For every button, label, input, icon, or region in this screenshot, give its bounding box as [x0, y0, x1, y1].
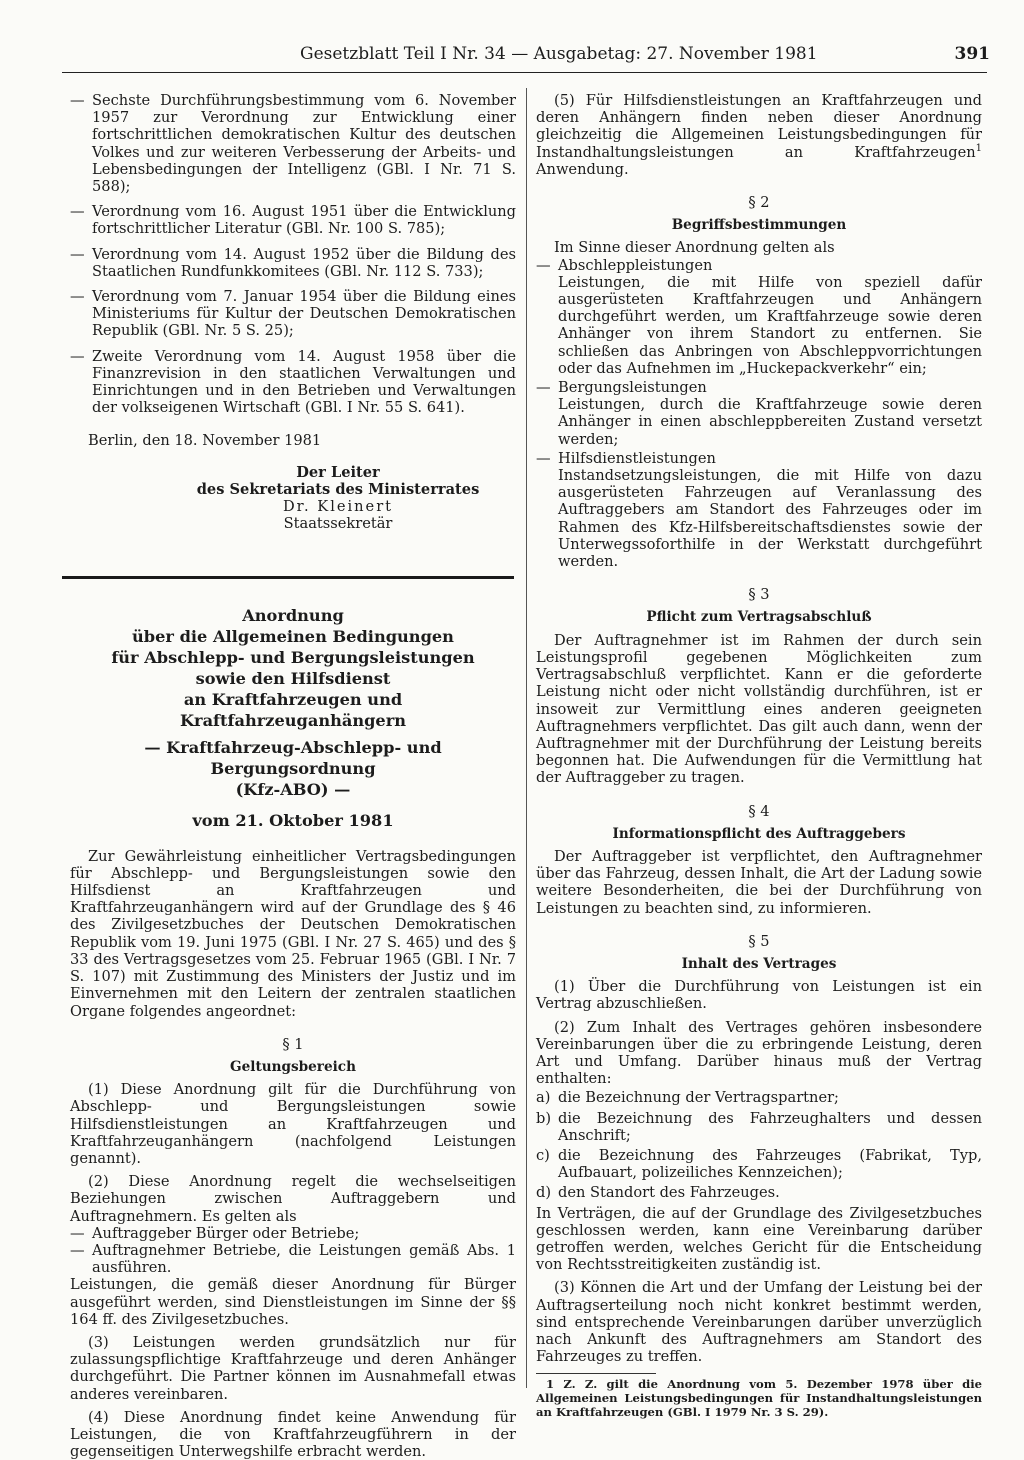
definition-text: Leistungen, durch die Kraftfahrzeuge sowie deren Anhänger in einen abschleppbereiten Zustand versetzt werden;: [558, 396, 982, 448]
section-divider: [62, 576, 514, 579]
section-title: Pflicht zum Vertragsabschluß: [646, 609, 872, 626]
paragraph: (3) Können die Art und der Umfang der Leistung bei der Auftragserteilung noch nicht konkret bestimmt werden, sind entsprechende Vereinbarungen darüber unverzüglich nach Ankunft des Auftragnehmers am Standort des Fahrzeuges zu treffen.: [536, 1279, 982, 1366]
paragraph: (3) Leistungen werden grundsätzlich nur für zulassungspflichtige Kraftfahrzeuge und deren Anhänger durchgeführt. Die Partner können im Ausnahmefall etwas anderes vereinbaren.: [70, 1333, 516, 1403]
signer-title: Staatssekretär: [283, 515, 393, 533]
section-title: Inhalt des Vertrages: [681, 955, 837, 972]
list-item: d) den Standort des Fahrzeuges.: [536, 1184, 780, 1202]
paragraph: (4) Diese Anordnung findet keine Anwendung für Leistungen, die von Kraftfahrzeugführern in der gegenseitigen Unterwegshilfe erbracht werden.: [70, 1408, 516, 1460]
paragraph: (5) Für Hilfsdienstleistungen an Kraftfahrzeugen und deren Anhängern finden neben dieser Anordnung gleichzeitig die Allgemeinen Leistungsbedingungen für Instandhaltungsleistungen an Kraftfahrzeugen$^1$ Anwendung.: [536, 92, 982, 178]
ordinance-title: Anordnung über die Allgemeinen Bedingungen für Abschlepp- und Bergungsleistungen sowie den Hilfsdienst an Kraftfahrzeugen und Kraftfahrzeuganhängern: [111, 606, 475, 731]
preamble: Zur Gewährleistung einheitlicher Vertragsbedingungen für Abschlepp- und Bergungsleistungen sowie den Hilfsdienst an Kraftfahrzeugen und Kraftfahrzeuganhängern wird auf der Grundlage des § 46 des Zivilgesetzbuches der Deutschen Demokratischen Republik vom 19. Juni 1975 (GBl. I Nr. 27 S. 465) und des § 33 des Vertragsgesetzes vom 25. Februar 1965 (GBl. I Nr. 7 S. 107) mit Zustimmung des Ministers der Justiz und im Einvernehmen mit den Leitern der zentralen staatlichen Organe folgendes angeordnet:: [70, 847, 516, 1020]
paragraph: Leistungen, die gemäß dieser Anordnung für Bürger ausgeführt werden, sind Dienstleistungen im Sinne der §§ 164 ff. des Zivilgesetzbuches.: [70, 1276, 516, 1328]
footnote-rule: [536, 1373, 656, 1374]
definition-term: — Bergungsleistungen: [536, 379, 707, 397]
section-mark: § 1: [282, 1035, 304, 1053]
column-divider: [526, 88, 527, 1388]
running-header: Gesetzblatt Teil I Nr. 34 — Ausgabetag: 27. November 1981: [300, 44, 818, 64]
section-mark: § 2: [748, 194, 770, 212]
repealed-item: — Verordnung vom 14. August 1952 über die Bildung des Staatlichen Rundfunkkomitees (GBl. Nr. 112 S. 733);: [70, 245, 516, 280]
footnote: 1 Z. Z. gilt die Anordnung vom 5. Dezember 1978 über die Allgemeinen Leistungsbedingungen für Instandhaltungsleistungen an Kraftfahrzeugen (GBl. I 1979 Nr. 3 S. 29).: [536, 1377, 982, 1419]
signer-role-2: des Sekretariats des Ministerrates: [196, 480, 480, 498]
paragraph: Der Auftraggeber ist verpflichtet, den Auftragnehmer über das Fahrzeug, dessen Inhalt, die Art der Ladung sowie weitere Besonderheiten, die bei der Durchführung von Leistungen zu beachten sind, zu informieren.: [536, 847, 982, 917]
paragraph: (1) Diese Anordnung gilt für die Durchführung von Abschlepp- und Bergungsleistungen sowie Hilfsdienstleistungen an Kraftfahrzeugen und Kraftfahrzeuganhängern (nachfolgend Leistungen genannt).: [70, 1081, 516, 1167]
footnote-marker: 1: [975, 142, 982, 154]
repealed-item: — Verordnung vom 16. August 1951 über die Entwicklung fortschrittlicher Literatur (GBl. Nr. 100 S. 785);: [70, 203, 516, 238]
paragraph: Im Sinne dieser Anordnung gelten als: [554, 239, 835, 257]
section-title: Geltungsbereich: [230, 1058, 356, 1075]
ordinance-subtitle: — Kraftfahrzeug-Abschlepp- und Bergungsordnung (Kfz-ABO) —: [144, 738, 442, 800]
list-item: a) die Bezeichnung der Vertragspartner;: [536, 1089, 839, 1107]
repealed-item: — Verordnung vom 7. Januar 1954 über die Bildung eines Ministeriums für Kultur der Deutschen Demokratischen Republik (GBl. Nr. 5 S. 25);: [70, 288, 516, 340]
definition-term: — Abschleppleistungen: [536, 256, 713, 274]
repealed-item: — Zweite Verordnung vom 14. August 1958 über die Finanzrevision in den staatlichen Verwaltungen und Einrichtungen und in den Betrieben und Verwaltungen der volkseigenen Wirtschaft (GBl. I Nr. 55 S. 641).: [70, 347, 516, 417]
list-item: — Auftragnehmer Betriebe, die Leistungen gemäß Abs. 1 ausführen.: [70, 1241, 516, 1277]
ordinance-date: vom 21. Oktober 1981: [192, 811, 394, 831]
header-rule: [62, 72, 987, 73]
section-title: Informationspflicht des Auftraggebers: [612, 825, 906, 842]
paragraph: (1) Über die Durchführung von Leistungen ist ein Vertrag abzuschließen.: [536, 978, 982, 1013]
list-item: — Auftraggeber Bürger oder Betriebe;: [70, 1224, 360, 1242]
paragraph: (2) Zum Inhalt des Vertrages gehören insbesondere Vereinbarungen über die zu erbringende Leistung, deren Art und Umfang. Darüber hinaus muß der Vertrag enthalten:: [536, 1018, 982, 1088]
signer-role: Der Leiter: [296, 463, 380, 481]
section-title: Begriffsbestimmungen: [671, 217, 847, 234]
left-column: [70, 92, 516, 1460]
section-mark: § 4: [748, 802, 770, 820]
paragraph: (2) Diese Anordnung regelt die wechselseitigen Beziehungen zwischen Auftraggebern und Auftragnehmern. Es gelten als: [70, 1173, 516, 1225]
page-header: [300, 44, 990, 70]
signature-block: [160, 464, 516, 533]
definition-text: Leistungen, die mit Hilfe von speziell dafür ausgerüsteten Kraftfahrzeugen und Anhängern durchgeführt werden, um Kraftfahrzeuge sowie deren Anhänger von ihrem Standort zu entfernen. Sie schließen das Anbringen von Abschleppvorrichtungen oder das Aufnehmen im „Huckepackverkehr“ ein;: [558, 273, 982, 377]
place-date: Berlin, den 18. November 1981: [88, 432, 322, 450]
paragraph: In Verträgen, die auf der Grundlage des Zivilgesetzbuches geschlossen werden, kann eine Vereinbarung darüber getroffen werden, welches Gericht für die Entscheidung von Rechtsstreitigkeiten zuständig ist.: [536, 1204, 982, 1274]
section-mark: § 5: [748, 932, 770, 950]
section-mark: § 3: [748, 586, 770, 604]
definition-term: — Hilfsdienstleistungen: [536, 449, 716, 467]
list-item: c) die Bezeichnung des Fahrzeuges (Fabrikat, Typ, Aufbauart, polizeiliches Kennzeichen);: [536, 1146, 982, 1182]
page-number: 391: [954, 44, 990, 64]
right-column: [536, 92, 982, 1419]
list-item: b) die Bezeichnung des Fahrzeughalters und dessen Anschrift;: [536, 1109, 982, 1144]
signer-name: Dr. Kleinert: [282, 498, 394, 516]
paragraph: Der Auftragnehmer ist im Rahmen der durch sein Leistungsprofil gegebenen Möglichkeiten zum Vertragsabschluß verpflichtet. Kann er die geforderte Leistung nicht oder nicht vollständig durchführen, ist er insoweit zur Vermittlung eines anderen geeigneten Auftragnehmers verpflichtet. Das gilt auch dann, wenn der Auftragnehmer mit der Durchführung der Leistung bereits begonnen hat. Die Aufwendungen für die Vermittlung hat der Auftraggeber zu tragen.: [536, 631, 982, 787]
definition-text: Instandsetzungsleistungen, die mit Hilfe von dazu ausgerüsteten Fahrzeugen auf Veranlassung des Auftraggebers am Standort des Fahrzeuges oder im Rahmen des Kfz-Hilfsbereitschaftsdienstes sowie der Unterwegssoforthilfe in der Werkstatt durchgeführt werden.: [558, 467, 982, 571]
repealed-item: — Sechste Durchführungsbestimmung vom 6. November 1957 zur Verordnung zur Entwicklung einer fortschrittlichen demokratischen Kultur des deutschen Volkes und zur weiteren Verbesserung der Arbeits- und Lebensbedingungen der Intelligenz (GBl. I Nr. 71 S. 588);: [70, 92, 516, 196]
